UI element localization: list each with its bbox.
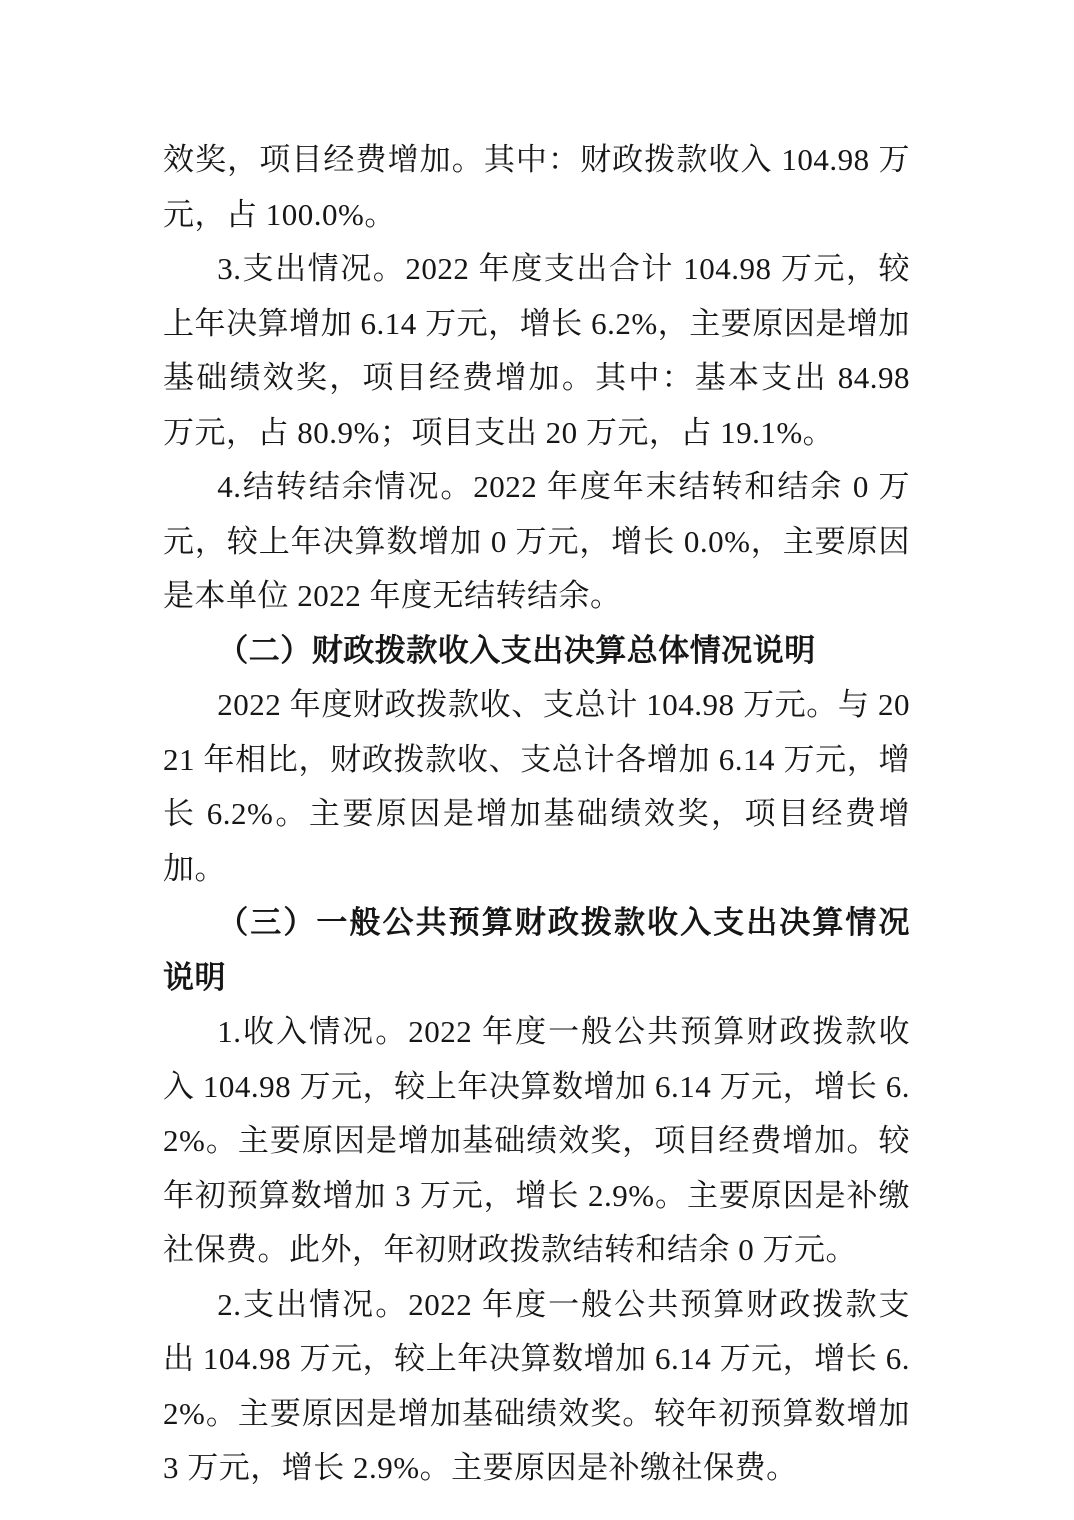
paragraph-continuation-income: 效奖，项目经费增加。其中：财政拨款收入 104.98 万元，占 100.0%。	[163, 142, 910, 232]
document-text-block	[163, 133, 910, 1496]
paragraph-1-income: 1.收入情况。2022 年度一般公共预算财政拨款收入 104.98 万元，较上年决算数增加 6.14 万元，增长 6.2%。主要原因是增加基础绩效奖，项目经费增加。较年初预算数增加 3 万元，增长 2.9%。主要原因是补缴社保费。此外，年初财政拨款结转和结余 0 万元。	[163, 1014, 910, 1267]
paragraph-2-expenditure: 2.支出情况。2022 年度一般公共预算财政拨款支出 104.98 万元，较上年决算数增加 6.14 万元，增长 6.2%。主要原因是增加基础绩效奖。较年初预算数增加 3 万元，增长 2.9%。主要原因是补缴社保费。	[163, 1286, 910, 1485]
section-heading-3: （三）一般公共预算财政拨款收入支出决算情况说明	[163, 905, 910, 995]
paragraph-section-2-body: 2022 年度财政拨款收、支总计 104.98 万元。与 2021 年相比，财政拨款收、支总计各增加 6.14 万元，增长 6.2%。主要原因是增加基础绩效奖，项目经费增加。	[163, 687, 910, 886]
section-heading-2: （二）财政拨款收入支出决算总体情况说明	[217, 632, 816, 668]
paragraph-3-expenditure: 3.支出情况。2022 年度支出合计 104.98 万元，较上年决算增加 6.14 万元，增长 6.2%，主要原因是增加基础绩效奖，项目经费增加。其中：基本支出 84.98 万元，占 80.9%；项目支出 20 万元，占 19.1%。	[163, 251, 910, 450]
paragraph-4-carryover: 4.结转结余情况。2022 年度年末结转和结余 0 万元，较上年决算数增加 0 万元，增长 0.0%，主要原因是本单位 2022 年度无结转结余。	[163, 469, 910, 613]
